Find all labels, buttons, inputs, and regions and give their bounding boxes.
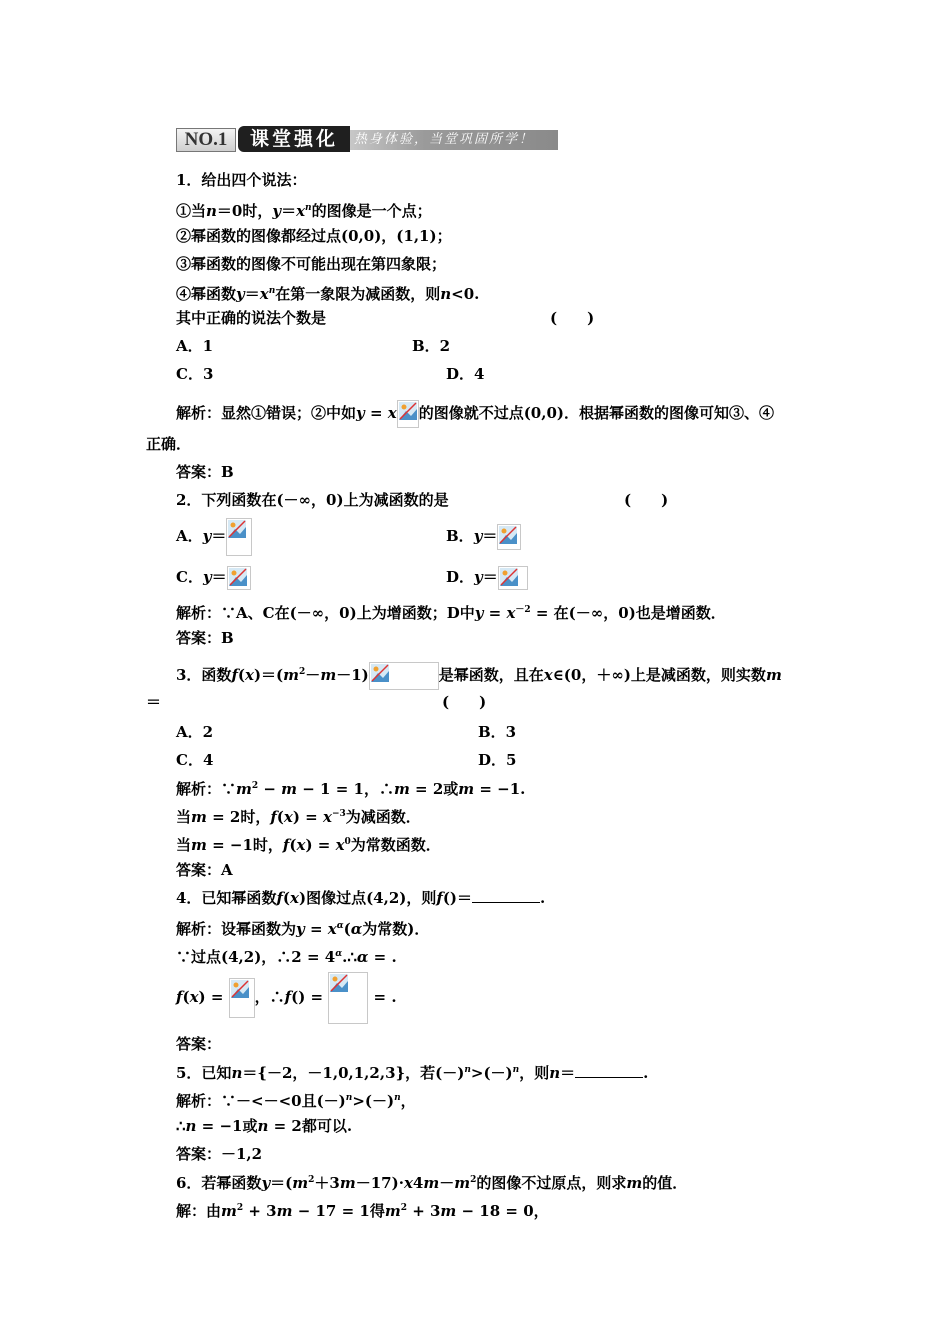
q3-answer: 答案：A — [176, 861, 233, 879]
q1-statement-3: ③幂函数的图像不可能出现在第四象限； — [176, 255, 447, 273]
q3-equals: ＝ — [146, 693, 162, 711]
section-banner — [176, 126, 560, 152]
q1-option-d: D．4 — [446, 365, 485, 383]
fill-blank[interactable] — [472, 888, 540, 903]
q4-answer: 答案： — [176, 1035, 222, 1053]
q2-stem: 2．下列函数在(－∞，0)上为减函数的是 — [176, 491, 449, 509]
q4-analysis-line-1: 解析：设幂函数为$y = x^\alpha(\alpha$为常数)． — [176, 920, 430, 938]
q3-option-b: B．3 — [478, 723, 517, 741]
q5-analysis-line-1: 解析：∵－<－<0且$(-)^n>(-)^n$， — [176, 1092, 416, 1110]
q6-stem: 6．若幂函数$y=(m^2+3m-17)\cdot x4m-m^2$的图像不过原点，则求m的值． — [176, 1174, 688, 1192]
q5-answer: 答案：－1,2 — [176, 1145, 263, 1163]
q1-stem: 1．给出四个说法： — [176, 171, 307, 189]
broken-image-icon — [497, 524, 521, 550]
q2-analysis: 解析：∵A、C在(－∞，0)上为增函数；D中$y = x^{-2}$ = 在(－∞，0)也是增函数． — [176, 604, 726, 622]
broken-image-icon — [226, 518, 252, 556]
q3-analysis-line-2: 当m = 2时，$f(x) = x^{-3}$为减函数． — [176, 808, 421, 826]
q3-option-d: D．5 — [478, 751, 517, 769]
q4-analysis-line-3: f(x) = ，∴f() = = . — [176, 972, 397, 1024]
q1-statement-1: ①当n＝0时，$y=x^n$的图像是一个点； — [176, 202, 432, 220]
section-title: 课堂强化 — [238, 126, 350, 152]
q1-statement-4: ④幂函数$y=x^n$在第一象限为减函数，则n<0. — [176, 285, 480, 303]
q3-answer-paren: ( ) — [442, 693, 487, 711]
q1-analysis-line-2: 正确． — [146, 435, 192, 453]
q1-statement-2: ②幂函数的图像都经过点(0,0)，(1,1)； — [176, 227, 452, 245]
fill-blank[interactable] — [575, 1063, 643, 1078]
q5-stem: 5．已知n＝{－2，－1,0,1,2,3}，若$(-)^n>(-)^n$，则n＝ . — [176, 1064, 649, 1082]
broken-image-icon — [498, 566, 528, 590]
q3-option-a: A．2 — [176, 723, 214, 741]
q3-stem: 3．函数$f(x)=(m^2-m-1)$ 是幂函数，且在x∈(0，＋∞)上是减函数，则实数m — [176, 660, 782, 690]
section-slogan: 热身体验，当堂巩固所学！ — [336, 130, 558, 150]
q4-stem: 4．已知幂函数f(x)图像过点(4,2)，则f()＝ . — [176, 889, 546, 907]
q1-ask: 其中正确的说法个数是 — [176, 309, 327, 327]
q1-answer: 答案：B — [176, 463, 234, 481]
q2-answer-paren: ( ) — [624, 491, 669, 509]
q3-analysis-line-3: 当m = −1时，$f(x) = x^0$为常数函数． — [176, 836, 441, 854]
q3-option-c: C．4 — [176, 751, 214, 769]
broken-image-icon — [229, 978, 255, 1018]
q2-option-b: B．y＝ — [446, 524, 521, 550]
q1-option-a: A．1 — [176, 337, 214, 355]
broken-image-icon — [227, 566, 251, 590]
broken-image-icon — [397, 400, 419, 428]
q1-option-b: B．2 — [412, 337, 451, 355]
q1-option-c: C．3 — [176, 365, 214, 383]
q3-analysis-line-1: 解析：$\because m^2 - m - 1 = 1$，∴m = 2或m = −1. — [176, 780, 526, 798]
q4-analysis-line-2: ∵过点(4,2)，∴2 = $4^\alpha.\therefore\alpha$ = . — [176, 948, 397, 966]
broken-image-icon — [369, 662, 439, 690]
q5-analysis-line-2: ∴n = −1或n = 2都可以. — [176, 1117, 353, 1135]
q2-option-c: C．y＝ — [176, 566, 251, 590]
q1-analysis-line-1: 解析：显然①错误；②中如y = x 的图像就不过点(0,0)．根据幂函数的图像可知③、④ — [176, 400, 774, 428]
q2-answer: 答案：B — [176, 629, 234, 647]
q6-solution: 解：由$m^2 + 3m - 17 = 1$得$m^2 + 3m - 18 = 0$， — [176, 1202, 549, 1220]
q2-option-a: A．y＝ — [176, 518, 252, 556]
broken-image-icon — [328, 972, 368, 1024]
section-number-badge: NO.1 — [176, 128, 236, 152]
q1-answer-paren: ( ) — [550, 309, 595, 327]
q2-option-d: D．y＝ — [446, 566, 528, 590]
